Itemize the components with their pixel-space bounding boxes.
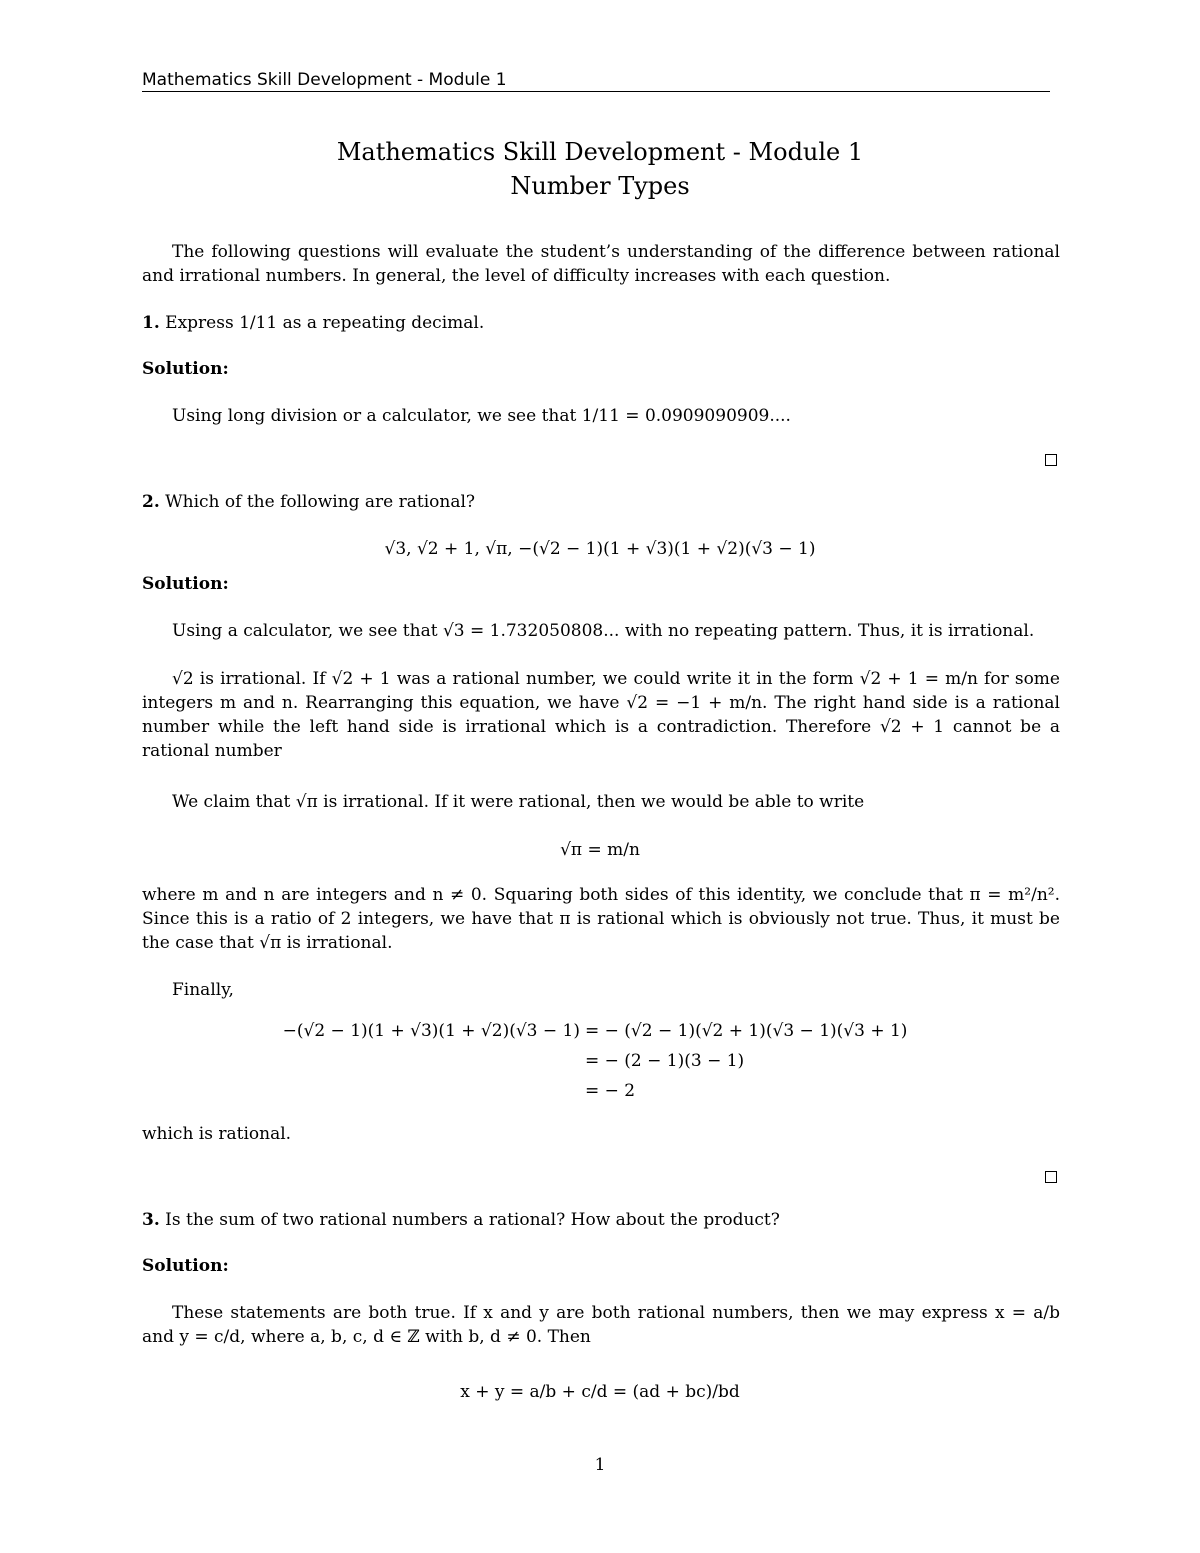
- question-2-number: 2.: [142, 492, 160, 512]
- equation-row-3: = − 2: [585, 1081, 636, 1101]
- solution-2-p2: √2 is irrational. If √2 + 1 was a rational number, we could write it in the form √2 + 1 = m/n for some integers m and n. Rearranging this equation, we have √2 = −1 + m/n. The right hand side is a rational number while the left hand side is irrational which is a contradiction. Therefore √2 + 1 cannot be a rational number: [142, 669, 1060, 761]
- question-1: [142, 311, 484, 335]
- solution-2-p1: Using a calculator, we see that √3 = 1.732050808... with no repeating pattern. Thus, it is irrational.: [172, 621, 1035, 641]
- document-title: Mathematics Skill Development - Module 1: [336, 138, 864, 166]
- solution-2-label: Solution:: [142, 574, 229, 594]
- solution-2-p4: where m and n are integers and n ≠ 0. Squaring both sides of this identity, we conclude that π = m²/n². Since this is a ratio of 2 integers, we have that π is rational which is obviously not true. Thus, it must be the case that √π is irrational.: [142, 885, 1060, 953]
- solution-2-p6: which is rational.: [142, 1124, 292, 1144]
- solution-3-p1: These statements are both true. If x and y are both rational numbers, then we may express x = a/b and y = c/d, where a, b, c, d ∈ ℤ with b, d ≠ 0. Then: [142, 1303, 1060, 1347]
- question-1-text: Express 1/11 as a repeating decimal.: [165, 313, 485, 333]
- equation-sqrt-pi: √π = m/n: [560, 840, 640, 860]
- equation-row-1: = − (√2 − 1)(√2 + 1)(√3 − 1)(√3 + 1): [585, 1021, 908, 1041]
- question-3-text: Is the sum of two rational numbers a rational? How about the product?: [165, 1210, 780, 1230]
- question-3-number: 3.: [142, 1210, 160, 1230]
- document-subtitle: Number Types: [510, 172, 690, 200]
- question-2: [142, 490, 475, 514]
- solution-1-text: Using long division or a calculator, we see that 1/11 = 0.0909090909....: [172, 406, 791, 426]
- solution-3-label: Solution:: [142, 1256, 229, 1276]
- equation-row-2: = − (2 − 1)(3 − 1): [585, 1051, 745, 1071]
- qed-box: [1045, 454, 1057, 466]
- header-rule: [142, 91, 1050, 92]
- solution-1-label: Solution:: [142, 359, 229, 379]
- running-header: Mathematics Skill Development - Module 1: [142, 70, 507, 90]
- question-3: [142, 1208, 780, 1232]
- question-2-text: Which of the following are rational?: [165, 492, 476, 512]
- solution-2-p5: Finally,: [172, 980, 234, 1000]
- equation-lhs: −(√2 − 1)(1 + √3)(1 + √2)(√3 − 1): [282, 1021, 580, 1041]
- question-2-list: √3, √2 + 1, √π, −(√2 − 1)(1 + √3)(1 + √2)(√3 − 1): [384, 539, 816, 559]
- qed-box: [1045, 1171, 1057, 1183]
- page-number: 1: [594, 1455, 606, 1475]
- intro-paragraph: The following questions will evaluate the student’s understanding of the difference between rational and irrational numbers. In general, the level of difficulty increases with each question.: [142, 242, 1060, 286]
- equation-sum: x + y = a/b + c/d = (ad + bc)/bd: [460, 1382, 740, 1402]
- solution-2-p3: We claim that √π is irrational. If it were rational, then we would be able to write: [172, 792, 865, 812]
- question-1-number: 1.: [142, 313, 160, 333]
